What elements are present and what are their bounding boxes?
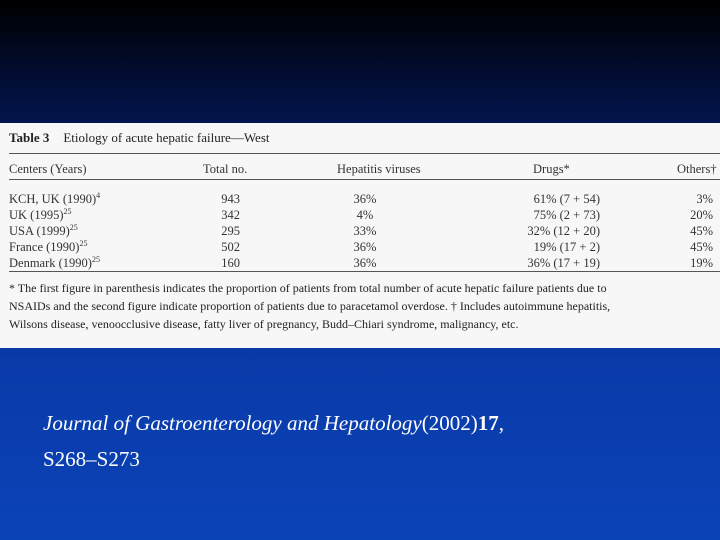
- table-bottom-rule: [9, 271, 720, 272]
- row-hepatitis: 36%: [353, 240, 377, 254]
- row-others: 20%: [690, 208, 713, 222]
- row-others: 19%: [690, 256, 713, 270]
- footnote-line: * The first figure in parenthesis indicates the proportion of patients from total number of acute hepatic failure patients due to: [9, 281, 607, 295]
- row-hepatitis: 4%: [356, 208, 374, 222]
- table-footnote: [9, 279, 720, 333]
- footnote-line: NSAIDs and the second figure indicate proportion of patients due to paracetamol overdose. † Includes autoimmune hepatitis,: [9, 299, 611, 313]
- row-drugs: 32% (12 + 20): [527, 224, 600, 238]
- row-total: 502: [221, 240, 240, 254]
- row-ref: 25: [91, 255, 100, 264]
- citation-pages: S268–S273: [43, 447, 140, 471]
- journal-name: Journal of Gastroenterology and Hepatology: [43, 411, 422, 435]
- table-row: [0, 208, 720, 224]
- row-total: 160: [221, 256, 240, 270]
- header-centers: Centers (Years): [9, 162, 87, 176]
- row-ref: 4: [96, 191, 101, 200]
- table-row: [0, 192, 720, 208]
- header-others: Others†: [677, 162, 717, 176]
- row-hepatitis: 36%: [353, 256, 377, 270]
- table-label: Table 3: [9, 130, 50, 145]
- row-others: 3%: [696, 192, 713, 206]
- table-header-rule: [9, 179, 720, 180]
- row-ref: 25: [79, 239, 88, 248]
- row-center: UK (1995): [9, 208, 64, 222]
- row-center: France (1990): [9, 240, 80, 254]
- citation-volume: 17: [477, 411, 499, 435]
- citation-year: (2002): [421, 411, 478, 435]
- row-drugs: 36% (17 + 19): [527, 256, 600, 270]
- row-others: 45%: [690, 224, 713, 238]
- row-total: 342: [221, 208, 240, 222]
- table-image: [0, 123, 720, 348]
- table-top-rule: [9, 153, 720, 154]
- row-drugs: 61% (7 + 54): [533, 192, 600, 206]
- row-ref: 25: [63, 207, 72, 216]
- row-total: 943: [221, 192, 240, 206]
- row-drugs: 19% (17 + 2): [533, 240, 600, 254]
- table-row: [0, 240, 720, 256]
- table-title: [9, 130, 270, 146]
- table-caption: Etiology of acute hepatic failure—West: [63, 130, 270, 145]
- header-drugs: Drugs*: [533, 162, 570, 176]
- row-ref: 25: [69, 223, 78, 232]
- row-others: 45%: [690, 240, 713, 254]
- journal-citation: [43, 405, 504, 477]
- row-center: USA (1999): [9, 224, 70, 238]
- citation-line-1: [43, 405, 504, 441]
- footnote-line: Wilsons disease, venoocclusive disease, fatty liver of pregnancy, Budd–Chiari syndrome, malignancy, etc.: [9, 317, 519, 331]
- row-total: 295: [221, 224, 240, 238]
- row-drugs: 75% (2 + 73): [533, 208, 600, 222]
- row-hepatitis: 33%: [353, 224, 377, 238]
- table-row: [0, 256, 720, 272]
- citation-comma: ,: [498, 411, 504, 435]
- row-hepatitis: 36%: [353, 192, 377, 206]
- table-row: [0, 224, 720, 240]
- header-total: Total no.: [203, 162, 248, 176]
- row-center: KCH, UK (1990): [9, 192, 97, 206]
- table-header-row: [0, 162, 720, 178]
- header-hepatitis: Hepatitis viruses: [337, 162, 421, 176]
- row-center: Denmark (1990): [9, 256, 92, 270]
